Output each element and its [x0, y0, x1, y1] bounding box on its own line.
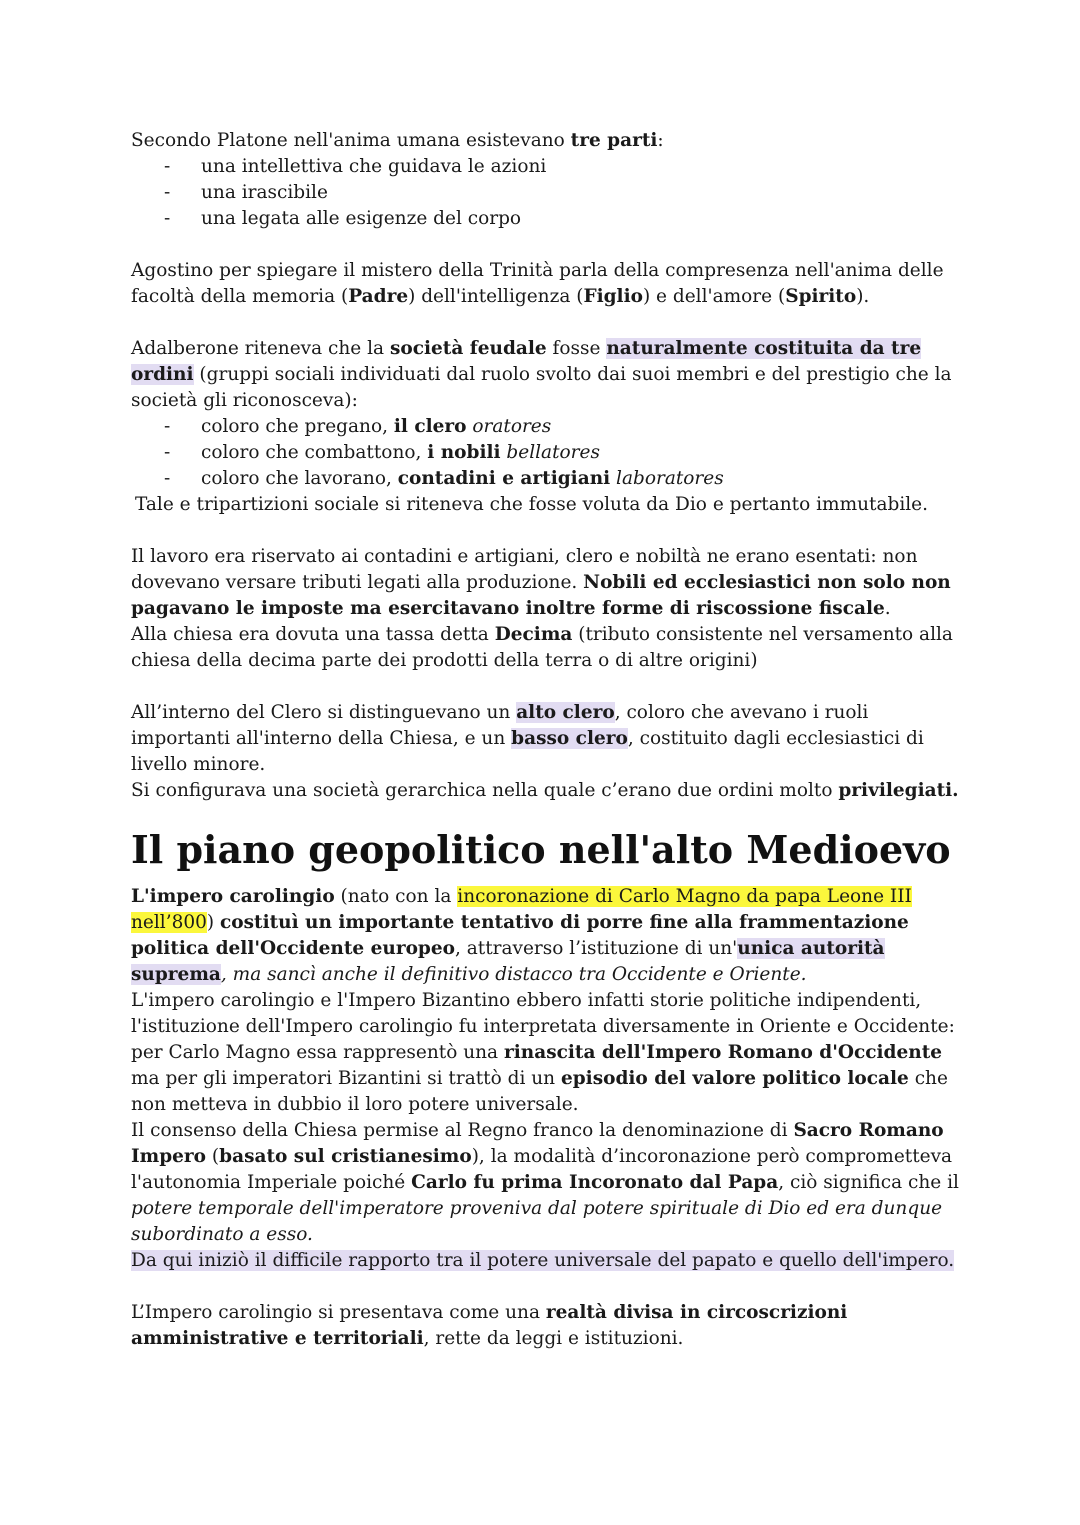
bold-text: Figlio — [583, 286, 643, 307]
papato-impero-sentence — [131, 1248, 961, 1274]
ordini-list — [131, 414, 961, 492]
text: L'impero carolingio e l'Impero Bizantino ebbero infatti storie politiche indipendenti, l'istituzione dell'Impero carolingio fu interpretata diversamente in Oriente e Occidente: per Carlo Magno essa rappresentò una — [131, 990, 955, 1063]
bold-text: Nobili ed ecclesiastici non solo non pagavano le imposte ma esercitavano inoltre forme di riscossione fiscale — [131, 572, 951, 619]
text: Il lavoro era riservato ai contadini e artigiani, clero e nobiltà ne erano esentati: non dovevano versare tributi legati alla produzione. — [131, 546, 918, 593]
carolingio-paragraph — [131, 884, 961, 988]
text: ). — [856, 286, 870, 307]
text: coloro che pregano, — [201, 416, 394, 437]
text: , ciò significa che il — [778, 1172, 959, 1193]
text: Si configurava una società gerarchica nella quale c’erano due ordini molto — [131, 780, 839, 801]
text: coloro che lavorano, — [201, 468, 398, 489]
bold-text: tre parti — [570, 130, 658, 151]
text: (gruppi sociali individuati dal ruolo svolto dai suoi membri e del prestigio che la società gli riconosceva): — [131, 364, 952, 411]
bold-text: Sacro Romano Impero — [131, 1120, 944, 1167]
text: fosse — [546, 338, 607, 359]
text: ) e dell'amore ( — [642, 286, 786, 307]
text: Il consenso della Chiesa permise al Regno franco la denominazione di — [131, 1120, 794, 1141]
text: : — [657, 130, 664, 151]
list-item — [164, 466, 961, 492]
text: (nato con la — [334, 886, 458, 907]
circoscrizioni-paragraph — [131, 1300, 961, 1352]
platone-paragraph — [131, 128, 961, 154]
bold-text: Decima — [494, 624, 573, 645]
bold-text: realtà divisa in circoscrizioni amministrative e territoriali — [131, 1302, 848, 1349]
bold-text: contadini e artigiani — [397, 468, 611, 489]
bold-text: rinascita dell'Impero Romano d'Occidente — [503, 1042, 943, 1063]
text: che non metteva in dubbio il loro potere universale. — [131, 1068, 948, 1115]
bold-text: i nobili — [427, 442, 501, 463]
bold-text: privilegiati. — [838, 780, 959, 801]
bold-text: Padre — [348, 286, 409, 307]
sacro-romano-paragraph — [131, 1118, 961, 1248]
text: (tributo consistente nel versamento alla chiesa della decima parte dei prodotti della terra o di altre origini) — [131, 624, 953, 671]
clero-paragraph — [131, 700, 961, 778]
text: ) — [206, 912, 220, 933]
yellow-highlighted-text: incoronazione di Carlo Magno da papa Leone III nell’800 — [131, 886, 912, 933]
list-item: - una intellettiva che guidava le azioni — [164, 154, 961, 180]
list-item — [164, 414, 961, 440]
text: Secondo Platone nell'anima umana esistevano — [131, 130, 571, 151]
lavoro-paragraph — [131, 544, 961, 622]
highlighted-text: basso clero — [511, 728, 628, 749]
bold-text: società feudale — [389, 338, 547, 359]
bizantino-paragraph — [131, 988, 961, 1118]
text: , costituito dagli ecclesiastici di livello minore. — [131, 728, 924, 775]
bold-text: episodio del valore politico locale — [560, 1068, 909, 1089]
platone-list — [131, 154, 961, 232]
text: , rette da leggi e istituzioni. — [423, 1328, 684, 1349]
text: L’Impero carolingio si presentava come una — [131, 1302, 546, 1323]
list-item: - una irascibile — [164, 180, 961, 206]
highlighted-text: naturalmente costituita da tre ordini — [131, 338, 922, 385]
highlighted-text: unica autorità suprema — [131, 938, 885, 985]
text: ma per gli imperatori Bizantini si trattò di un — [131, 1068, 561, 1089]
italic-text: potere temporale dell'imperatore proveniva dal potere spirituale di Dio ed era dunque subordinato a esso. — [131, 1198, 943, 1245]
italic-text: laboratores — [610, 468, 724, 489]
bold-text: il clero — [393, 416, 467, 437]
bold-text: basato sul cristianesimo — [219, 1146, 472, 1167]
text: Agostino per spiegare il mistero della Trinità parla della compresenza nell'anima delle facoltà della memoria ( — [131, 260, 944, 307]
decima-paragraph — [131, 622, 961, 674]
highlighted-text: Da qui iniziò il difficile rapporto tra il potere universale del papato e quello dell'impero. — [131, 1250, 955, 1271]
bold-text: costituì un importante tentativo di porre fine alla frammentazione politica dell'Occidente europeo — [131, 912, 909, 959]
agostino-paragraph — [131, 258, 961, 310]
highlighted-text: alto clero — [516, 702, 615, 723]
text: Alla chiesa era dovuta una tassa detta — [131, 624, 495, 645]
text: ), la modalità d’incoronazione però comprometteva l'autonomia Imperiale poiché — [131, 1146, 953, 1193]
text: , attraverso l’istituzione di un' — [454, 938, 738, 959]
tripartizione-sentence: Tale e tripartizioni sociale si riteneva che fosse voluta da Dio e pertanto immutabile. — [135, 494, 928, 515]
list-item: - una legata alle esigenze del corpo — [164, 206, 961, 232]
text: coloro che combattono, — [201, 442, 428, 463]
bold-text: L'impero carolingio — [131, 886, 335, 907]
text: ) dell'intelligenza ( — [408, 286, 584, 307]
section-heading: Il piano geopolitico nell'alto Medioevo — [131, 827, 951, 872]
text: Adalberone riteneva che la — [131, 338, 390, 359]
adalberone-paragraph — [131, 336, 961, 414]
document-page — [131, 128, 961, 1352]
list-item — [164, 440, 961, 466]
bold-text: Spirito — [785, 286, 857, 307]
italic-text: oratores — [466, 416, 552, 437]
text: ( — [206, 1146, 220, 1167]
italic-text: , ma sancì anche il definitivo distacco tra Occidente e Oriente. — [220, 964, 807, 985]
gerarchia-paragraph — [131, 778, 961, 804]
text: . — [884, 598, 891, 619]
text: , coloro che avevano i ruoli importanti all'interno della Chiesa, e un — [131, 702, 869, 749]
italic-text: bellatores — [500, 442, 600, 463]
bold-text: Carlo fu prima Incoronato dal Papa — [411, 1172, 779, 1193]
text: All’interno del Clero si distinguevano un — [131, 702, 517, 723]
